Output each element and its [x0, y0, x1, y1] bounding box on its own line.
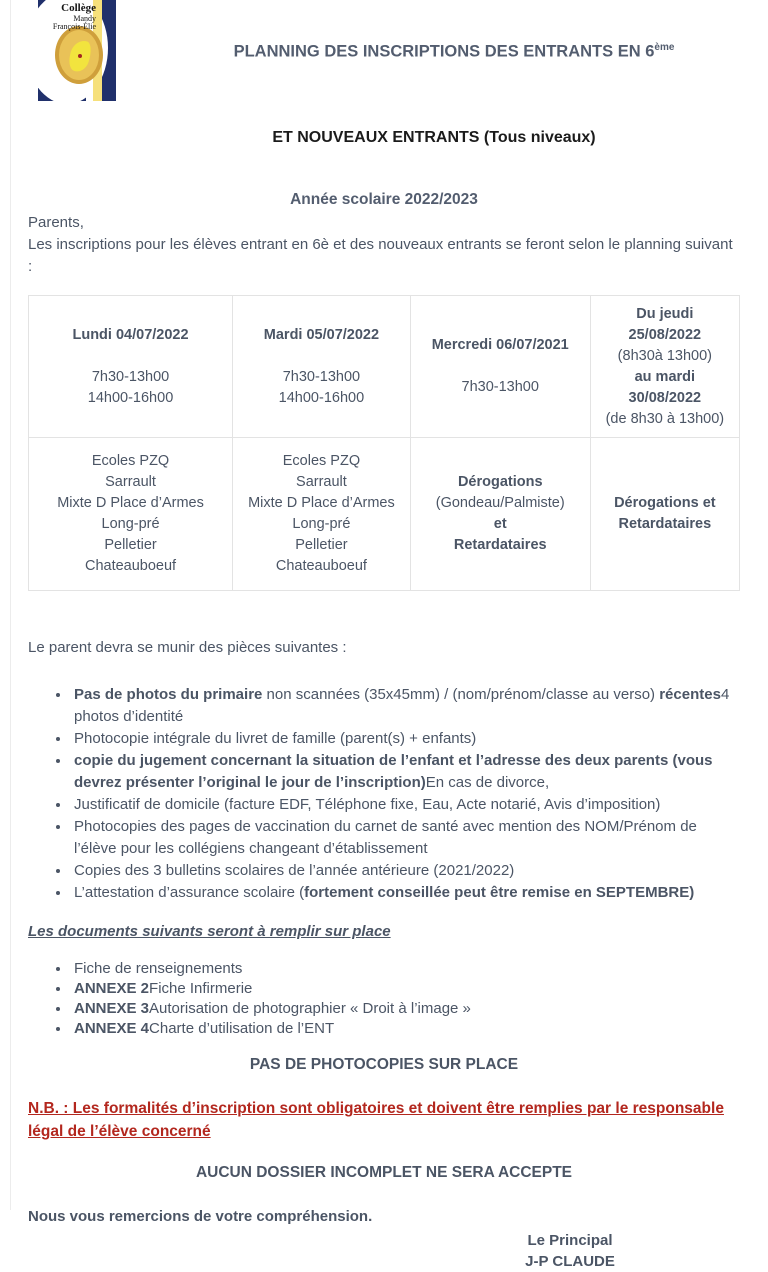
list-item-bold-segment: récentes: [659, 686, 721, 703]
schedule-cell-line: Mixte D Place d’Armes: [248, 495, 395, 511]
list-item-segment: 4 photos d’identité: [74, 686, 730, 725]
pieces-heading: Le parent devra se munir des pièces suivantes :: [28, 639, 347, 656]
schedule-cell-line: Ecoles PZQ: [282, 453, 361, 469]
page-title: [168, 0, 740, 62]
schedule-cell-line: 14h00-16h00: [87, 389, 174, 406]
logo-school-name: [53, 3, 96, 31]
schedule-cell-line: Du jeudi 25/08/2022: [628, 305, 702, 343]
list-item: [71, 999, 740, 1019]
schedule-cell-line: au mardi 30/08/2022: [628, 368, 702, 406]
list-item-bold-segment: ANNEXE 4: [74, 1020, 150, 1037]
schedule-cell-line: Mercredi 06/07/2021: [431, 337, 569, 353]
list-item: [71, 979, 740, 999]
required-documents-list: [28, 684, 740, 904]
list-item-segment: Photocopie intégrale du livret de famille (parent(s) + enfants): [74, 730, 477, 747]
intro-body: Les inscriptions pour les élèves entrant en 6è et des nouveaux entrants se feront selon le planning suivant :: [28, 236, 733, 275]
schedule-cell-line: 7h30-13h00: [282, 368, 361, 385]
schedule-cell-line: Pelletier: [104, 537, 157, 553]
schedule-cell: [233, 438, 411, 591]
list-item-segment: Copies des 3 bulletins scolaires de l’année antérieure (2021/2022): [74, 862, 515, 879]
list-item: [71, 1019, 740, 1039]
signature-block: [400, 1230, 740, 1272]
schedule-cell: [590, 438, 739, 591]
schedule-cell-line: Long-pré: [292, 516, 351, 532]
list-item: [71, 882, 740, 904]
schedule-cell-line: Chateauboeuf: [84, 558, 177, 574]
logo-medal-icon: [55, 26, 103, 84]
schedule-cell-line: et: [493, 516, 507, 532]
island-dot: [78, 54, 82, 58]
nb-red-notice: N.B. : Les formalités d’inscription sont obligatoires et doivent être remplies par le responsable légal de l’élève concerné: [28, 1100, 724, 1140]
schedule-table: [28, 295, 740, 591]
schedule-cell: [29, 438, 233, 591]
list-item-segment: Charte d’utilisation de l’ENT: [149, 1020, 335, 1037]
intro-paragraph: [28, 212, 740, 278]
list-item-segment: Justificatif de domicile (facture EDF, Téléphone fixe, Eau, Acte notarié, Avis d’imposition): [74, 796, 661, 813]
schedule-cell-line: Retardataires: [453, 537, 547, 553]
thanks-line: Nous vous remercions de votre compréhension.: [28, 1208, 373, 1225]
signature-role: Le Principal: [527, 1232, 613, 1249]
logo-name-line3: François-Élie: [52, 21, 96, 31]
list-item: [71, 794, 740, 816]
list-item: [71, 684, 740, 728]
schedule-cell: [410, 438, 590, 591]
list-item-bold-segment: ANNEXE 2: [74, 980, 150, 997]
list-item: [71, 959, 740, 979]
logo-name-line1: Collège: [61, 2, 96, 14]
schedule-cell-line: Dérogations et: [614, 495, 716, 511]
schedule-cell-line: (de 8h30 à 13h00): [605, 410, 725, 427]
list-item-segment: non scannées (35x45mm) / (nom/prénom/classe au verso): [262, 686, 660, 703]
page-subtitle: ET NOUVEAUX ENTRANTS (Tous niveaux): [272, 129, 596, 146]
schedule-cell-line: Dérogations: [457, 474, 543, 490]
logo-name-line2: Mandy: [73, 13, 96, 23]
document: [28, 0, 740, 1272]
schedule-cell: [410, 296, 590, 438]
incomplete-file-notice: AUCUN DOSSIER INCOMPLET NE SERA ACCEPTE: [195, 1164, 573, 1181]
list-item-segment: L’attestation d’assurance scolaire (: [74, 884, 305, 901]
list-item-segment: Fiche Infirmerie: [149, 980, 253, 997]
schedule-cell-line: Pelletier: [295, 537, 348, 553]
list-item-segment: Autorisation de photographier « Droit à l’image »: [149, 1000, 471, 1017]
page-left-border: [10, 0, 11, 1210]
list-item-bold-segment: Pas de photos du primaire: [74, 686, 263, 703]
intro-salutation: Parents,: [28, 214, 84, 231]
school-logo: [38, 0, 116, 101]
schedule-cell-line: Mixte D Place d’Armes: [57, 495, 204, 511]
schedule-cell-line: (Gondeau/Palmiste): [435, 495, 565, 511]
schedule-cell-line: [419, 356, 582, 377]
schedule-row: [29, 296, 740, 438]
list-item-bold-segment: copie du jugement concernant la situation de l’enfant et l’adresse des deux parents (vous devrez présenter l’original le jour de l’inscription): [74, 752, 713, 791]
list-item-bold-segment: fortement conseillée peut être remise en SEPTEMBRE): [304, 884, 695, 901]
schedule-cell-line: Lundi 04/07/2022: [72, 326, 189, 343]
document-header: [28, 0, 740, 101]
schedule-cell-line: Sarrault: [296, 474, 347, 490]
schedule-cell: [29, 296, 233, 438]
schedule-cell-line: Sarrault: [105, 474, 156, 490]
schedule-cell-line: [37, 346, 224, 367]
schedule-cell-line: 7h30-13h00: [461, 379, 539, 395]
signature-name: J-P CLAUDE: [525, 1253, 615, 1270]
list-item-segment: En cas de divorce,: [425, 774, 550, 791]
schedule-cell: [233, 296, 411, 438]
schedule-row: [29, 438, 740, 591]
schedule-cell-line: Mardi 05/07/2022: [263, 326, 380, 343]
list-item: [71, 750, 740, 794]
no-photocopies-notice: PAS DE PHOTOCOPIES SUR PLACE: [249, 1056, 519, 1073]
schedule-cell-line: Retardataires: [618, 516, 712, 532]
list-item: [71, 728, 740, 750]
schedule-cell: [590, 296, 739, 438]
schedule-cell-line: [241, 346, 402, 367]
list-item: [71, 860, 740, 882]
schedule-cell-line: (8h30à 13h00): [617, 347, 712, 364]
page-title-superscript: ème: [654, 42, 675, 53]
list-item-segment: Fiche de renseignements: [74, 960, 243, 977]
schedule-cell-line: 14h00-16h00: [278, 389, 365, 406]
list-item-bold-segment: ANNEXE 3: [74, 1000, 150, 1017]
on-site-documents-heading: Les documents suivants seront à remplir sur place: [28, 923, 391, 940]
list-item: [71, 816, 740, 860]
schedule-cell-line: Ecoles PZQ: [91, 453, 170, 469]
school-year-heading: Année scolaire 2022/2023: [290, 191, 478, 208]
on-site-documents-list: [28, 959, 740, 1039]
list-item-segment: Photocopies des pages de vaccination du carnet de santé avec mention des NOM/Prénom de l’élève pour les collégiens changeant d’établissement: [74, 818, 697, 857]
schedule-cell-line: Chateauboeuf: [275, 558, 367, 574]
page-title-text: PLANNING DES INSCRIPTIONS DES ENTRANTS EN 6: [233, 42, 655, 61]
schedule-cell-line: Long-pré: [101, 516, 160, 532]
schedule-cell-line: 7h30-13h00: [91, 368, 170, 385]
